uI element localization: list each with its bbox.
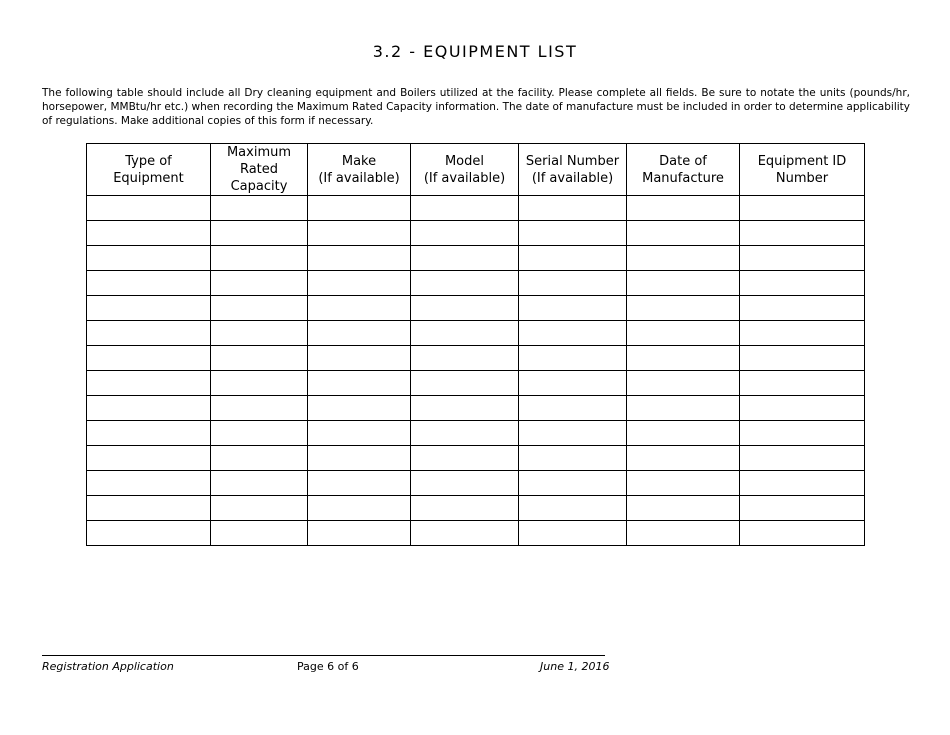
cell-serial-number[interactable] xyxy=(519,396,627,421)
equipment-id-number-entry[interactable] xyxy=(740,521,864,545)
cell-date-of-manufacture[interactable] xyxy=(627,321,740,346)
cell-make[interactable] xyxy=(308,296,411,321)
cell-date-of-manufacture[interactable] xyxy=(627,296,740,321)
maximum-rated-capacity-entry[interactable] xyxy=(211,371,307,395)
cell-equipment-id-number[interactable] xyxy=(740,496,865,521)
equipment-id-number-entry[interactable] xyxy=(740,496,864,520)
make-entry[interactable] xyxy=(308,346,410,370)
cell-maximum-rated-capacity[interactable] xyxy=(211,446,308,471)
cell-type-of-equipment[interactable] xyxy=(87,296,211,321)
date-of-manufacture-entry[interactable] xyxy=(627,271,739,295)
type-of-equipment-entry[interactable] xyxy=(87,521,210,545)
date-of-manufacture-entry[interactable] xyxy=(627,346,739,370)
cell-maximum-rated-capacity[interactable] xyxy=(211,196,308,221)
date-of-manufacture-entry[interactable] xyxy=(627,521,739,545)
header-date-of-manufacture xyxy=(627,144,740,196)
date-of-manufacture-entry[interactable] xyxy=(627,446,739,470)
table-row xyxy=(87,496,865,521)
type-of-equipment-entry[interactable] xyxy=(87,346,210,370)
cell-date-of-manufacture[interactable] xyxy=(627,346,740,371)
cell-serial-number[interactable] xyxy=(519,446,627,471)
type-of-equipment-entry[interactable] xyxy=(87,271,210,295)
make-entry[interactable] xyxy=(308,396,410,420)
make-entry[interactable] xyxy=(308,221,410,245)
equipment-id-number-entry[interactable] xyxy=(740,271,864,295)
header-line: Equipment xyxy=(113,170,184,186)
cell-make[interactable] xyxy=(308,346,411,371)
date-of-manufacture-entry[interactable] xyxy=(627,221,739,245)
cell-model[interactable] xyxy=(411,346,519,371)
type-of-equipment-entry[interactable] xyxy=(87,396,210,420)
cell-type-of-equipment[interactable] xyxy=(87,496,211,521)
type-of-equipment-entry[interactable] xyxy=(87,296,210,320)
cell-model[interactable] xyxy=(411,321,519,346)
cell-equipment-id-number[interactable] xyxy=(740,346,865,371)
cell-date-of-manufacture[interactable] xyxy=(627,246,740,271)
table-row xyxy=(87,371,865,396)
serial-number-entry[interactable] xyxy=(519,221,626,245)
cell-equipment-id-number[interactable] xyxy=(740,271,865,296)
cell-date-of-manufacture[interactable] xyxy=(627,221,740,246)
cell-serial-number[interactable] xyxy=(519,471,627,496)
table-row xyxy=(87,421,865,446)
make-entry[interactable] xyxy=(308,446,410,470)
header-line: Serial Number xyxy=(525,153,620,169)
maximum-rated-capacity-entry[interactable] xyxy=(211,221,307,245)
maximum-rated-capacity-entry[interactable] xyxy=(211,321,307,345)
make-entry[interactable] xyxy=(308,246,410,270)
table-header-row xyxy=(87,144,865,196)
type-of-equipment-entry[interactable] xyxy=(87,246,210,270)
table-row xyxy=(87,271,865,296)
cell-model[interactable] xyxy=(411,521,519,546)
header-serial-number xyxy=(519,144,627,196)
cell-type-of-equipment[interactable] xyxy=(87,196,211,221)
cell-type-of-equipment[interactable] xyxy=(87,246,211,271)
cell-type-of-equipment[interactable] xyxy=(87,421,211,446)
model-entry[interactable] xyxy=(411,471,518,495)
maximum-rated-capacity-entry[interactable] xyxy=(211,396,307,420)
model-entry[interactable] xyxy=(411,221,518,245)
cell-make[interactable] xyxy=(308,421,411,446)
cell-equipment-id-number[interactable] xyxy=(740,296,865,321)
model-entry[interactable] xyxy=(411,396,518,420)
equipment-id-number-entry[interactable] xyxy=(740,221,864,245)
table-row xyxy=(87,471,865,496)
header-line: (If available) xyxy=(423,170,506,186)
make-entry[interactable] xyxy=(308,421,410,445)
type-of-equipment-entry[interactable] xyxy=(87,321,210,345)
cell-serial-number[interactable] xyxy=(519,371,627,396)
maximum-rated-capacity-entry[interactable] xyxy=(211,296,307,320)
cell-model[interactable] xyxy=(411,446,519,471)
header-type-of-equipment xyxy=(87,144,211,196)
cell-type-of-equipment[interactable] xyxy=(87,271,211,296)
serial-number-entry[interactable] xyxy=(519,421,626,445)
model-entry[interactable] xyxy=(411,446,518,470)
cell-type-of-equipment[interactable] xyxy=(87,321,211,346)
cell-serial-number[interactable] xyxy=(519,346,627,371)
cell-maximum-rated-capacity[interactable] xyxy=(211,521,308,546)
instructions-paragraph: The following table should include all Dry cleaning equipment and Boilers utilized at the facility. Please complete all fields. Be sure to notate the units (pounds/hr, horsepower, MMBtu/hr etc.) when recording the Maximum Rated Capacity information. The date of manufacture must be included in order to determine applicability of regulations. Make additional copies of this form if necessary. xyxy=(42,87,910,127)
type-of-equipment-entry[interactable] xyxy=(87,421,210,445)
model-entry[interactable] xyxy=(411,246,518,270)
header-line: Equipment ID xyxy=(757,153,847,169)
model-entry[interactable] xyxy=(411,296,518,320)
cell-maximum-rated-capacity[interactable] xyxy=(211,321,308,346)
cell-make[interactable] xyxy=(308,321,411,346)
header-line: Rated xyxy=(239,162,279,177)
cell-serial-number[interactable] xyxy=(519,271,627,296)
type-of-equipment-entry[interactable] xyxy=(87,446,210,470)
model-entry[interactable] xyxy=(411,271,518,295)
table-body xyxy=(87,196,865,546)
cell-make[interactable] xyxy=(308,246,411,271)
type-of-equipment-entry[interactable] xyxy=(87,496,210,520)
make-entry[interactable] xyxy=(308,296,410,320)
cell-maximum-rated-capacity[interactable] xyxy=(211,496,308,521)
header-make xyxy=(308,144,411,196)
cell-type-of-equipment[interactable] xyxy=(87,396,211,421)
serial-number-entry[interactable] xyxy=(519,471,626,495)
maximum-rated-capacity-entry[interactable] xyxy=(211,196,307,220)
maximum-rated-capacity-entry[interactable] xyxy=(211,421,307,445)
model-entry[interactable] xyxy=(411,421,518,445)
table-row xyxy=(87,221,865,246)
cell-make[interactable] xyxy=(308,371,411,396)
cell-model[interactable] xyxy=(411,371,519,396)
cell-equipment-id-number[interactable] xyxy=(740,246,865,271)
serial-number-entry[interactable] xyxy=(519,271,626,295)
table-row xyxy=(87,446,865,471)
maximum-rated-capacity-entry[interactable] xyxy=(211,346,307,370)
cell-model[interactable] xyxy=(411,271,519,296)
cell-serial-number[interactable] xyxy=(519,321,627,346)
table-row xyxy=(87,521,865,546)
cell-maximum-rated-capacity[interactable] xyxy=(211,396,308,421)
model-entry[interactable] xyxy=(411,196,518,220)
serial-number-entry[interactable] xyxy=(519,371,626,395)
header-line: Manufacture xyxy=(642,170,724,186)
cell-type-of-equipment[interactable] xyxy=(87,521,211,546)
footer-form-name: Registration Application xyxy=(42,660,174,673)
header-maximum-rated-capacity xyxy=(211,144,308,196)
type-of-equipment-entry[interactable] xyxy=(87,471,210,495)
cell-equipment-id-number[interactable] xyxy=(740,371,865,396)
date-of-manufacture-entry[interactable] xyxy=(627,496,739,520)
table-row xyxy=(87,296,865,321)
model-entry[interactable] xyxy=(411,521,518,545)
cell-model[interactable] xyxy=(411,296,519,321)
cell-serial-number[interactable] xyxy=(519,296,627,321)
cell-date-of-manufacture[interactable] xyxy=(627,446,740,471)
cell-equipment-id-number[interactable] xyxy=(740,521,865,546)
equipment-id-number-entry[interactable] xyxy=(740,196,864,220)
cell-maximum-rated-capacity[interactable] xyxy=(211,371,308,396)
serial-number-entry[interactable] xyxy=(519,496,626,520)
type-of-equipment-entry[interactable] xyxy=(87,221,210,245)
cell-model[interactable] xyxy=(411,246,519,271)
table-row xyxy=(87,396,865,421)
cell-maximum-rated-capacity[interactable] xyxy=(211,221,308,246)
cell-equipment-id-number[interactable] xyxy=(740,221,865,246)
cell-maximum-rated-capacity[interactable] xyxy=(211,471,308,496)
cell-type-of-equipment[interactable] xyxy=(87,221,211,246)
make-entry[interactable] xyxy=(308,471,410,495)
type-of-equipment-entry[interactable] xyxy=(87,371,210,395)
header-line: (If available) xyxy=(531,170,614,186)
equipment-id-number-entry[interactable] xyxy=(740,446,864,470)
date-of-manufacture-entry[interactable] xyxy=(627,196,739,220)
make-entry[interactable] xyxy=(308,521,410,545)
equipment-id-number-entry[interactable] xyxy=(740,346,864,370)
make-entry[interactable] xyxy=(308,371,410,395)
cell-serial-number[interactable] xyxy=(519,496,627,521)
date-of-manufacture-entry[interactable] xyxy=(627,246,739,270)
cell-serial-number[interactable] xyxy=(519,521,627,546)
header-equipment-id-number xyxy=(740,144,865,196)
cell-equipment-id-number[interactable] xyxy=(740,196,865,221)
serial-number-entry[interactable] xyxy=(519,521,626,545)
cell-make[interactable] xyxy=(308,496,411,521)
serial-number-entry[interactable] xyxy=(519,321,626,345)
header-line: (If available) xyxy=(318,170,400,186)
date-of-manufacture-entry[interactable] xyxy=(627,371,739,395)
header-line: Maximum xyxy=(226,145,292,160)
cell-model[interactable] xyxy=(411,396,519,421)
cell-serial-number[interactable] xyxy=(519,221,627,246)
model-entry[interactable] xyxy=(411,346,518,370)
maximum-rated-capacity-entry[interactable] xyxy=(211,246,307,270)
header-line: Number xyxy=(775,170,829,186)
date-of-manufacture-entry[interactable] xyxy=(627,296,739,320)
cell-model[interactable] xyxy=(411,421,519,446)
cell-model[interactable] xyxy=(411,496,519,521)
cell-make[interactable] xyxy=(308,221,411,246)
cell-equipment-id-number[interactable] xyxy=(740,446,865,471)
cell-serial-number[interactable] xyxy=(519,421,627,446)
equipment-id-number-entry[interactable] xyxy=(740,471,864,495)
header-line: Date of xyxy=(659,153,707,169)
cell-type-of-equipment[interactable] xyxy=(87,446,211,471)
cell-date-of-manufacture[interactable] xyxy=(627,271,740,296)
cell-date-of-manufacture[interactable] xyxy=(627,396,740,421)
maximum-rated-capacity-entry[interactable] xyxy=(211,471,307,495)
cell-make[interactable] xyxy=(308,471,411,496)
header-line: Capacity xyxy=(230,179,288,194)
model-entry[interactable] xyxy=(411,496,518,520)
maximum-rated-capacity-entry[interactable] xyxy=(211,446,307,470)
maximum-rated-capacity-entry[interactable] xyxy=(211,271,307,295)
cell-type-of-equipment[interactable] xyxy=(87,471,211,496)
header-line: Model xyxy=(444,153,485,169)
cell-make[interactable] xyxy=(308,271,411,296)
cell-make[interactable] xyxy=(308,396,411,421)
model-entry[interactable] xyxy=(411,371,518,395)
cell-maximum-rated-capacity[interactable] xyxy=(211,346,308,371)
make-entry[interactable] xyxy=(308,196,410,220)
cell-equipment-id-number[interactable] xyxy=(740,471,865,496)
type-of-equipment-entry[interactable] xyxy=(87,196,210,220)
make-entry[interactable] xyxy=(308,271,410,295)
maximum-rated-capacity-entry[interactable] xyxy=(211,521,307,545)
date-of-manufacture-entry[interactable] xyxy=(627,321,739,345)
cell-maximum-rated-capacity[interactable] xyxy=(211,271,308,296)
maximum-rated-capacity-entry[interactable] xyxy=(211,496,307,520)
cell-make[interactable] xyxy=(308,521,411,546)
footer-page-number: Page 6 of 6 xyxy=(297,660,359,673)
cell-serial-number[interactable] xyxy=(519,246,627,271)
table-row xyxy=(87,321,865,346)
cell-make[interactable] xyxy=(308,196,411,221)
cell-date-of-manufacture[interactable] xyxy=(627,521,740,546)
date-of-manufacture-entry[interactable] xyxy=(627,396,739,420)
equipment-table xyxy=(86,143,865,546)
equipment-id-number-entry[interactable] xyxy=(740,371,864,395)
cell-equipment-id-number[interactable] xyxy=(740,396,865,421)
table-row xyxy=(87,346,865,371)
footer-divider xyxy=(42,655,605,656)
serial-number-entry[interactable] xyxy=(519,296,626,320)
serial-number-entry[interactable] xyxy=(519,446,626,470)
cell-maximum-rated-capacity[interactable] xyxy=(211,246,308,271)
make-entry[interactable] xyxy=(308,496,410,520)
table-row xyxy=(87,246,865,271)
cell-date-of-manufacture[interactable] xyxy=(627,496,740,521)
serial-number-entry[interactable] xyxy=(519,396,626,420)
cell-type-of-equipment[interactable] xyxy=(87,371,211,396)
page-title: 3.2 - EQUIPMENT LIST xyxy=(372,42,578,61)
cell-model[interactable] xyxy=(411,471,519,496)
cell-date-of-manufacture[interactable] xyxy=(627,471,740,496)
cell-date-of-manufacture[interactable] xyxy=(627,371,740,396)
table-row xyxy=(87,196,865,221)
header-line: Make xyxy=(341,153,377,169)
equipment-id-number-entry[interactable] xyxy=(740,321,864,345)
header-model xyxy=(411,144,519,196)
cell-type-of-equipment[interactable] xyxy=(87,346,211,371)
cell-model[interactable] xyxy=(411,221,519,246)
make-entry[interactable] xyxy=(308,321,410,345)
cell-make[interactable] xyxy=(308,446,411,471)
date-of-manufacture-entry[interactable] xyxy=(627,421,739,445)
cell-serial-number[interactable] xyxy=(519,196,627,221)
equipment-id-number-entry[interactable] xyxy=(740,396,864,420)
serial-number-entry[interactable] xyxy=(519,196,626,220)
serial-number-entry[interactable] xyxy=(519,246,626,270)
header-line: Type of xyxy=(125,153,172,169)
cell-equipment-id-number[interactable] xyxy=(740,421,865,446)
cell-maximum-rated-capacity[interactable] xyxy=(211,296,308,321)
equipment-id-number-entry[interactable] xyxy=(740,246,864,270)
serial-number-entry[interactable] xyxy=(519,346,626,370)
equipment-id-number-entry[interactable] xyxy=(740,421,864,445)
cell-date-of-manufacture[interactable] xyxy=(627,196,740,221)
footer-date: June 1, 2016 xyxy=(540,660,610,673)
cell-equipment-id-number[interactable] xyxy=(740,321,865,346)
cell-date-of-manufacture[interactable] xyxy=(627,421,740,446)
date-of-manufacture-entry[interactable] xyxy=(627,471,739,495)
model-entry[interactable] xyxy=(411,321,518,345)
equipment-id-number-entry[interactable] xyxy=(740,296,864,320)
cell-model[interactable] xyxy=(411,196,519,221)
cell-maximum-rated-capacity[interactable] xyxy=(211,421,308,446)
